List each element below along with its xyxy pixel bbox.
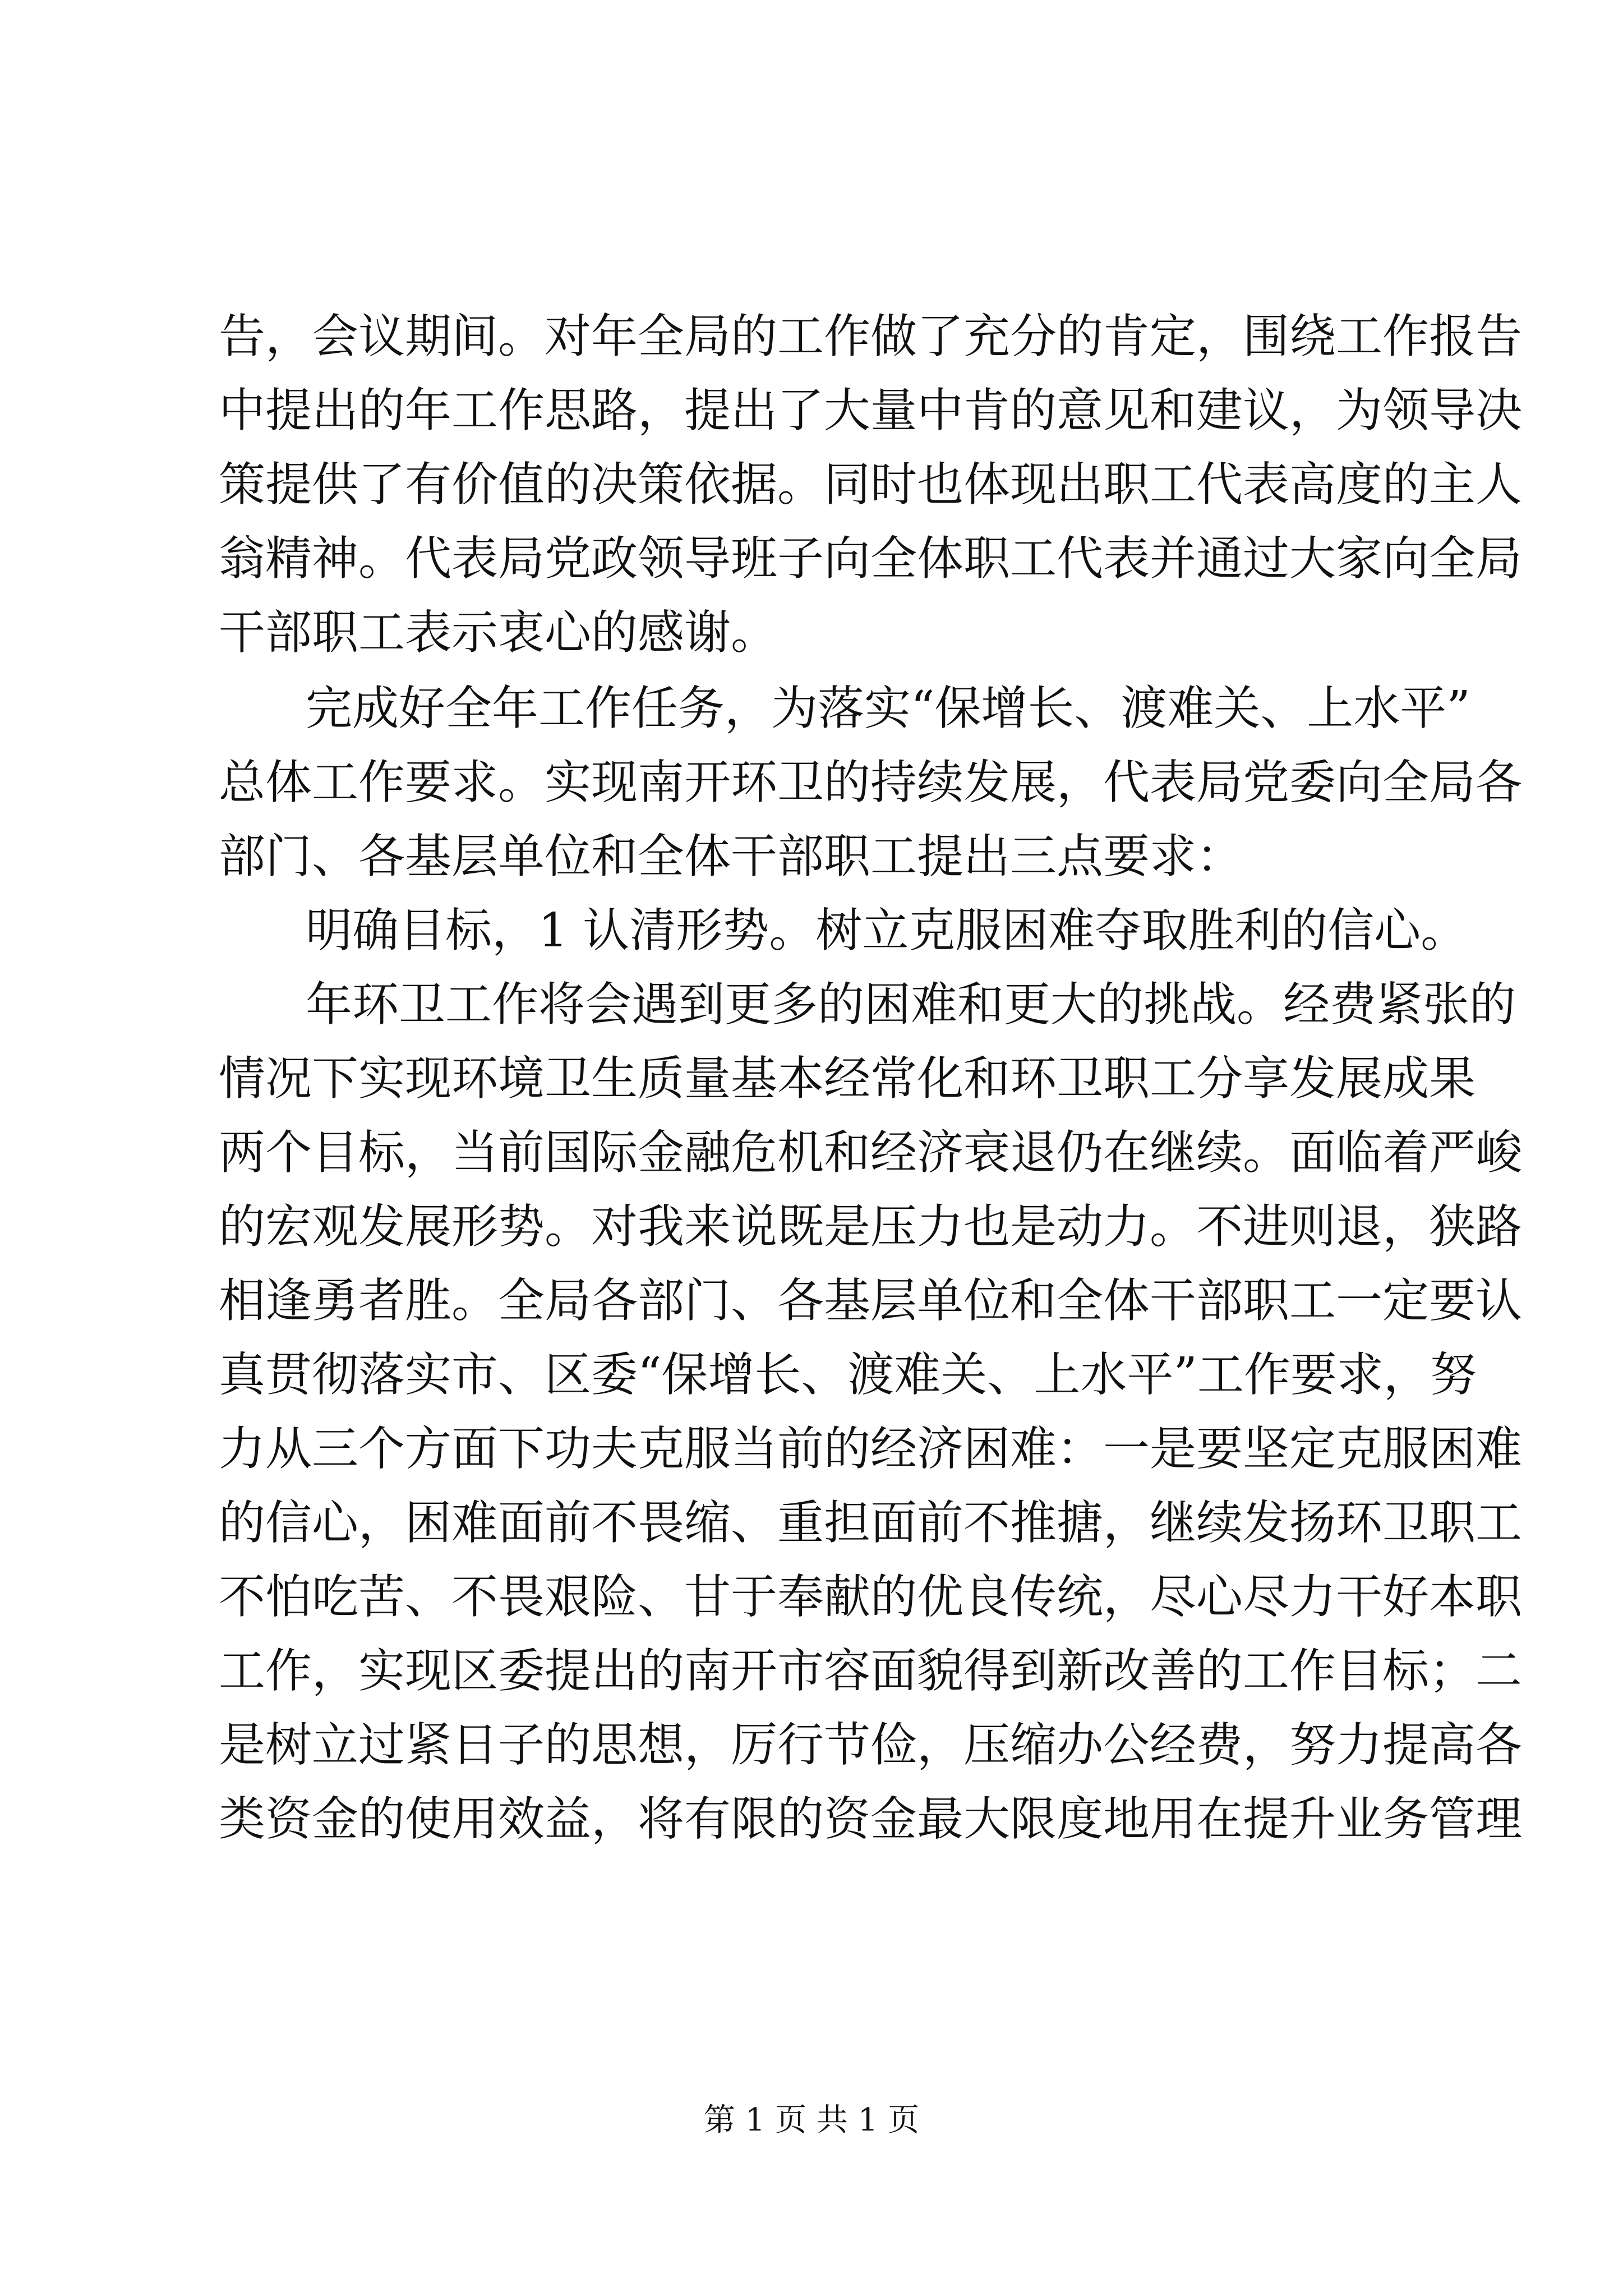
text-line: 力从三个方面下功夫克服当前的经济困难：一是要坚定克服困难 bbox=[219, 1421, 1522, 1476]
text-line: 部门、各基层单位和全体干部职工提出三点要求： bbox=[219, 829, 1243, 884]
text-line: 干部职工表示衷心的感谢。 bbox=[219, 605, 777, 660]
text-line: 总体工作要求。实现南开环卫的持续发展，代表局党委向全局各 bbox=[219, 755, 1522, 809]
text-line: 明确目标，1 认清形势。树立克服困难夺取胜利的信心。 bbox=[306, 903, 1468, 958]
text-line: 年环卫工作将会遇到更多的困难和更大的挑战。经费紧张的 bbox=[306, 977, 1516, 1032]
text-line: 工作，实现区委提出的南开市容面貌得到新改善的工作目标；二 bbox=[219, 1644, 1522, 1698]
text-line: 相逢勇者胜。全局各部门、各基层单位和全体干部职工一定要认 bbox=[219, 1273, 1522, 1328]
text-line: 告，会议期间。对年全局的工作做了充分的肯定，围绕工作报告 bbox=[219, 309, 1522, 364]
text-line: 不怕吃苦、不畏艰险、甘于奉献的优良传统，尽心尽力干好本职 bbox=[219, 1570, 1522, 1624]
text-line: 中提出的年工作思路，提出了大量中肯的意见和建议，为领导决 bbox=[219, 383, 1522, 438]
text-line: 情况下实现环境卫生质量基本经常化和环卫职工分享发展成果 bbox=[219, 1051, 1476, 1106]
text-line: 完成好全年工作任务，为落实“保增长、渡难关、上水平” bbox=[306, 681, 1470, 735]
text-line: 的宏观发展形势。对我来说既是压力也是动力。不进则退，狭路 bbox=[219, 1199, 1522, 1254]
text-line: 类资金的使用效益，将有限的资金最大限度地用在提升业务管理 bbox=[219, 1792, 1522, 1846]
text-line: 真贯彻落实市、区委“保增长、渡难关、上水平”工作要求，努 bbox=[219, 1347, 1477, 1402]
text-line: 翁精神。代表局党政领导班子向全体职工代表并通过大家向全局 bbox=[219, 531, 1522, 586]
page-number-footer: 第 1 页 共 1 页 bbox=[703, 2102, 920, 2138]
text-line: 两个目标，当前国际金融危机和经济衰退仍在继续。面临着严峻 bbox=[219, 1125, 1522, 1180]
text-line: 的信心，困难面前不畏缩、重担面前不推搪，继续发扬环卫职工 bbox=[219, 1496, 1522, 1550]
text-line: 策提供了有价值的决策依据。同时也体现出职工代表高度的主人 bbox=[219, 457, 1522, 512]
text-line: 是树立过紧日子的思想，厉行节俭，压缩办公经费，努力提高各 bbox=[219, 1718, 1522, 1772]
